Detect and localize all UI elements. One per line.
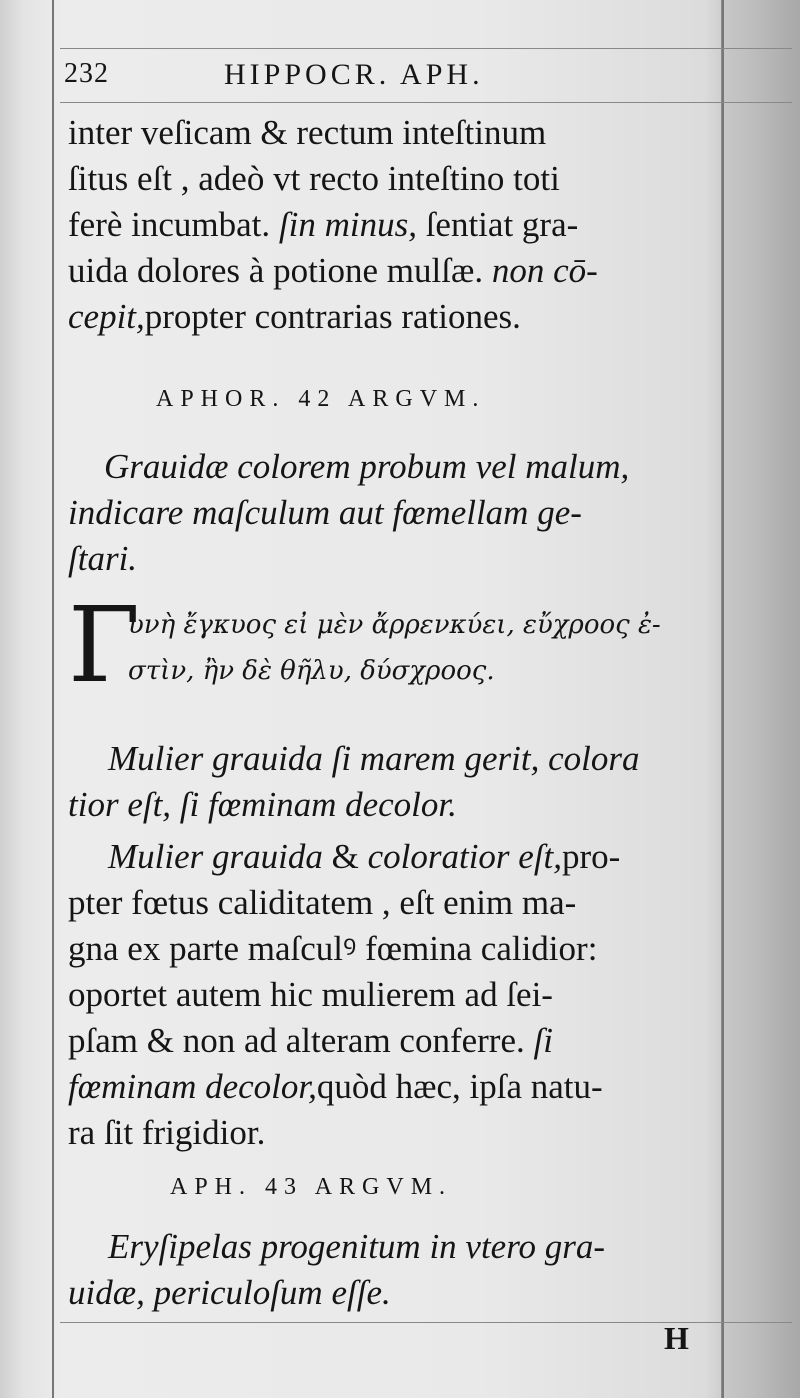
text-line: uida dolores à potione mulſæ. non cō-: [68, 251, 598, 290]
facing-page-edge: [721, 0, 800, 1398]
text-line: ferè incumbat. ſin minus, ſentiat gra-: [68, 205, 579, 244]
aphorism-42-translation: [68, 736, 708, 828]
running-title: HIPPOCR. APH.: [224, 58, 484, 91]
text-line: pſam & non ad alteram conferre. ſi: [68, 1021, 553, 1060]
text-line: gna ex parte maſculꝰ fœmina calidior:: [68, 929, 598, 968]
header-rule: [60, 102, 792, 103]
text-line: ſtari.: [68, 539, 138, 578]
text-line: Grauidæ colorem probum vel malum,: [104, 447, 630, 486]
aphorism-43-argument: [68, 1224, 708, 1316]
aphorism-42-argument: [68, 444, 744, 582]
text-line: pter fœtus caliditatem , eſt enim ma-: [68, 883, 577, 922]
text-line: Mulier grauida ſi marem gerit, colora: [108, 739, 640, 778]
text-line: ſitus eſt , adeò vt recto inteſtino toti: [68, 159, 560, 198]
text-line: indicare maſculum aut fœmellam ge-: [68, 493, 582, 532]
greek-line: στὶν, ἢν δὲ θῆλυ, δύσχροος.: [128, 656, 495, 686]
text-line: uidæ, periculoſum eſſe.: [68, 1273, 391, 1312]
text-line: ra ſit frigidior.: [68, 1113, 266, 1152]
text-line: oportet autem hic mulierem ad ſei-: [68, 975, 553, 1014]
paragraph-continuation: [68, 110, 708, 340]
page-number: 232: [64, 58, 109, 89]
text-line: cepit,propter contrarias rationes.: [68, 297, 521, 336]
aphorism-42-heading: APHOR. 42 ARGVM.: [156, 386, 486, 412]
left-margin-rule: [52, 0, 54, 1398]
greek-text: [68, 584, 708, 706]
right-margin-rule: [722, 0, 724, 1398]
italic-phrase: non cō-: [491, 251, 598, 290]
drop-cap: Γ: [68, 584, 141, 706]
aphorism-42-commentary: [68, 834, 708, 1156]
text-line: fœminam decolor,quòd hæc, ipſa natu-: [68, 1067, 603, 1106]
top-rule: [60, 48, 792, 49]
book-page: [60, 40, 722, 1356]
text-line: Eryſipelas progenitum in vtero gra-: [108, 1227, 606, 1266]
aphorism-43-heading: APH. 43 ARGVM.: [170, 1174, 453, 1200]
text-line: Mulier grauida & coloratior eſt,pro-: [108, 837, 621, 876]
greek-line: υνὴ ἔγκυος εἰ μὲν ἄρρενκύει, εὔχροος ἐ-: [128, 610, 661, 640]
text-line: inter veſicam & rectum inteſtinum: [68, 113, 547, 152]
text-line: tior eſt, ſi fœminam decolor.: [68, 785, 457, 824]
italic-phrase: cepit,: [68, 297, 145, 336]
catchword: H: [664, 1320, 689, 1356]
italic-phrase: ſin minus,: [278, 205, 417, 244]
